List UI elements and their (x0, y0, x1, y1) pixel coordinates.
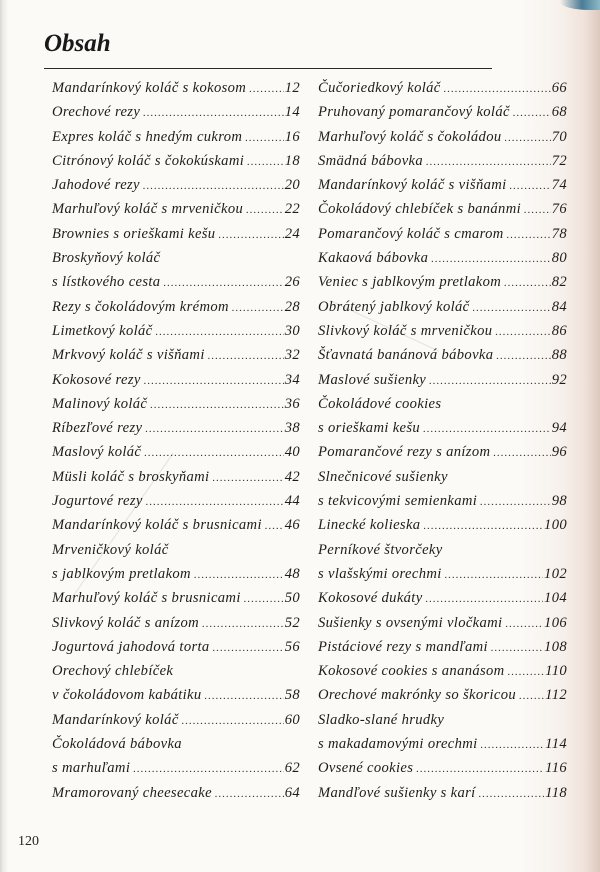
dot-leader (194, 563, 284, 587)
toc-entry-page: 102 (544, 565, 567, 582)
toc-entry[interactable] (52, 659, 300, 683)
dot-leader (495, 320, 550, 344)
toc-entry[interactable] (52, 392, 300, 416)
dot-leader (213, 636, 284, 660)
toc-entry[interactable] (318, 732, 567, 756)
toc-entry-page: 106 (544, 614, 567, 631)
toc-entry-title: Broskyňový koláč (52, 250, 161, 267)
toc-entry-page: 46 (284, 517, 300, 534)
toc-entry-page: 78 (551, 225, 567, 242)
toc-entry-title: Kokosové dukáty (318, 590, 423, 607)
toc-entry[interactable] (52, 465, 300, 489)
toc-entry[interactable] (52, 100, 300, 124)
dot-leader (205, 684, 284, 708)
toc-entry[interactable] (318, 392, 567, 416)
toc-entry-title: Slnečnicové sušienky (318, 468, 448, 485)
toc-entry-title: s lístkového cesta (52, 274, 161, 291)
toc-entry[interactable] (318, 611, 567, 635)
toc-entry-title: s tekvicovými semienkami (318, 493, 478, 510)
toc-entry-title: Limetkový koláč (52, 322, 153, 339)
toc-entry[interactable] (318, 538, 567, 562)
page-number: 120 (18, 834, 39, 849)
dot-leader (146, 490, 284, 514)
toc-entry-page: 116 (545, 760, 567, 777)
toc-entry[interactable] (52, 270, 300, 294)
toc-entry[interactable] (52, 489, 300, 513)
toc-entry[interactable] (318, 513, 567, 537)
page-corner-decoration (560, 0, 600, 10)
toc-entry-page: 112 (545, 687, 567, 704)
toc-entry-page: 80 (551, 250, 567, 267)
dot-leader (480, 490, 551, 514)
toc-entry-page: 48 (284, 565, 300, 582)
toc-entry[interactable] (318, 295, 567, 319)
toc-entry-title: Marhuľový koláč s mrveničkou (52, 201, 244, 218)
toc-entry-page: 62 (284, 760, 300, 777)
dot-leader (505, 612, 543, 636)
toc-entry[interactable] (318, 76, 567, 100)
dot-leader (215, 782, 284, 806)
dot-leader (155, 320, 283, 344)
toc-entry[interactable] (318, 659, 567, 683)
toc-entry-title: Sladko-slané hrudky (318, 711, 445, 728)
toc-entry[interactable] (52, 440, 300, 464)
toc-entry-page: 100 (544, 517, 567, 534)
toc-entry-title: Orechové rezy (52, 104, 141, 121)
toc-entry-title: Ovsené cookies (318, 760, 414, 777)
toc-entry-title: Veniec s jablkovým pretlakom (318, 274, 502, 291)
toc-entry-title: Linecké kolieska (318, 517, 421, 534)
dot-leader (249, 77, 284, 101)
dot-leader (244, 587, 284, 611)
dot-leader (504, 271, 551, 295)
toc-entry[interactable] (52, 416, 300, 440)
dot-leader (481, 733, 545, 757)
toc-entry-page: 64 (284, 784, 300, 801)
toc-entry-page: 50 (284, 590, 300, 607)
dot-leader (246, 198, 284, 222)
toc-entry-title: s makadamovými orechmi (318, 736, 478, 753)
dot-leader (145, 417, 283, 441)
toc-entry[interactable] (52, 343, 300, 367)
toc-entry[interactable] (52, 635, 300, 659)
toc-entry[interactable] (52, 708, 300, 732)
toc-entry-title: Šťavnatá banánová bábovka (318, 347, 494, 364)
toc-entry[interactable] (52, 246, 300, 270)
dot-leader (426, 587, 544, 611)
toc-entry[interactable] (318, 708, 567, 732)
dot-leader (202, 612, 284, 636)
toc-entry[interactable] (318, 222, 567, 246)
toc-entry-page: 104 (544, 590, 567, 607)
toc-entry-page: 26 (284, 274, 300, 291)
toc-entry-page: 32 (284, 347, 300, 364)
toc-entry[interactable] (52, 538, 300, 562)
toc-entry-page: 42 (284, 468, 300, 485)
toc-entry-title: s marhuľami (52, 760, 131, 777)
toc-entry-title: Jogurtové rezy (52, 493, 143, 510)
toc-entry-page: 114 (545, 736, 567, 753)
toc-entry[interactable] (318, 149, 567, 173)
toc-entry-title: Perníkové štvorčeky (318, 541, 443, 558)
dot-leader (144, 441, 283, 465)
toc-entry[interactable] (318, 197, 567, 221)
toc-entry[interactable] (52, 368, 300, 392)
dot-leader (473, 296, 551, 320)
toc-entry-title: Kokosové cookies s ananásom (318, 663, 505, 680)
toc-entry[interactable] (52, 76, 300, 100)
toc-entry[interactable] (318, 319, 567, 343)
toc-entry-title: Smädná bábovka (318, 152, 424, 169)
toc-entry-page: 68 (551, 104, 567, 121)
dot-leader (496, 344, 550, 368)
toc-entry-title: Orechové makrónky so škoricou (318, 687, 517, 704)
toc-entry-page: 40 (284, 444, 300, 461)
dot-leader (182, 709, 284, 733)
toc-entry-page: 82 (551, 274, 567, 291)
toc-entry[interactable] (318, 270, 567, 294)
toc-entry-title: s orieškami kešu (318, 420, 421, 437)
toc-entry-page: 18 (284, 152, 300, 169)
toc-entry-page: 60 (284, 711, 300, 728)
dot-leader (493, 441, 550, 465)
toc-entry-title: Obrátený jablkový koláč (318, 298, 470, 315)
toc-entry-title: Marhuľový koláč s brusnicami (52, 590, 241, 607)
dot-leader (245, 126, 283, 150)
toc-entry[interactable] (318, 416, 567, 440)
toc-entry[interactable] (318, 465, 567, 489)
toc-entry[interactable] (52, 683, 300, 707)
toc-entry[interactable] (318, 683, 567, 707)
toc-entry-page: 96 (551, 444, 567, 461)
dot-leader (143, 101, 284, 125)
dot-leader (423, 514, 543, 538)
toc-entry-title: Slivkový koláč s mrveničkou (318, 322, 493, 339)
toc-entry-title: Mandarínkový koláč s kokosom (52, 80, 247, 96)
toc-entry-title: Citrónový koláč s čokokúskami (52, 152, 245, 169)
toc-entry-page: 12 (284, 80, 300, 96)
toc-entry[interactable] (318, 562, 567, 586)
toc-entry-title: Mrveničkový koláč (52, 541, 169, 558)
dot-leader (507, 223, 551, 247)
toc-entry-title: Müsli koláč s broskyňami (52, 468, 210, 485)
toc-entry-page: 84 (551, 298, 567, 315)
toc-entry-page: 118 (545, 784, 567, 801)
toc-entry-page: 28 (284, 298, 300, 315)
toc-entry-title: Jahodové rezy (52, 177, 140, 194)
dot-leader (247, 150, 284, 174)
toc-entry[interactable] (52, 319, 300, 343)
toc-entry-page: 108 (544, 638, 567, 655)
toc-entry-page: 110 (545, 663, 567, 680)
dot-leader (163, 271, 283, 295)
dot-leader (143, 174, 284, 198)
toc-entry-title: Čokoládová bábovka (52, 736, 182, 753)
toc-entry[interactable] (318, 246, 567, 270)
dot-leader (429, 369, 551, 393)
dot-leader (426, 150, 551, 174)
toc-entry[interactable] (318, 173, 567, 197)
toc-entry-title: Čučoriedkový koláč (318, 80, 441, 96)
dot-leader (150, 393, 283, 417)
toc-entry-page: 66 (551, 80, 567, 96)
toc-entry-title: Pruhovaný pomarančový koláč (318, 104, 510, 121)
toc-entry-title: Malinový koláč (52, 395, 148, 412)
dot-leader (510, 174, 551, 198)
toc-entry-title: Kokosové rezy (52, 371, 141, 388)
toc-entry[interactable] (52, 562, 300, 586)
dot-leader (524, 198, 551, 222)
toc-entry-page: 38 (284, 420, 300, 437)
toc-entry-page: 70 (551, 128, 567, 145)
dot-leader (265, 514, 284, 538)
toc-entry-page: 76 (551, 201, 567, 218)
toc-entry-title: v čokoládovom kabátiku (52, 687, 202, 704)
toc-entry[interactable] (318, 125, 567, 149)
toc-entry-title: Pomarančový koláč s cmarom (318, 225, 504, 242)
toc-entry[interactable] (52, 173, 300, 197)
toc-entry-page: 92 (551, 371, 567, 388)
toc-entry[interactable] (52, 197, 300, 221)
dot-leader (232, 296, 284, 320)
toc-entry-page: 74 (551, 177, 567, 194)
toc-entry-title: Maslové sušienky (318, 371, 427, 388)
dot-leader (144, 369, 284, 393)
toc-right-column (318, 76, 567, 805)
toc-entry-title: Čokoládové cookies (318, 395, 442, 412)
toc-entry-page: 88 (551, 347, 567, 364)
toc-entry-title: s vlašskými orechmi (318, 565, 442, 582)
toc-entry-title: Pomarančové rezy s anízom (318, 444, 491, 461)
toc-entry[interactable] (318, 586, 567, 610)
title-divider (44, 68, 492, 69)
toc-entry-title: Kakaová bábovka (318, 250, 429, 267)
toc-entry[interactable] (52, 222, 300, 246)
toc-entry[interactable] (318, 100, 567, 124)
page-title: Obsah (44, 30, 111, 57)
toc-entry-title: Expres koláč s hnedým cukrom (52, 128, 243, 145)
toc-entry-page: 14 (284, 104, 300, 121)
dot-leader (423, 417, 551, 441)
dot-leader (212, 466, 283, 490)
toc-entry[interactable] (318, 440, 567, 464)
toc-entry-title: Mandľové sušienky s karí (318, 784, 476, 801)
toc-entry[interactable] (318, 489, 567, 513)
dot-leader (513, 101, 551, 125)
toc-entry-title: Jogurtová jahodová torta (52, 638, 210, 655)
dot-leader (491, 636, 543, 660)
dot-leader (508, 660, 545, 684)
dot-leader (416, 757, 544, 781)
toc-entry-title: Mramorovaný cheesecake (52, 784, 212, 801)
dot-leader (444, 77, 551, 101)
toc-entry-title: Marhuľový koláč s čokoládou (318, 128, 502, 145)
toc-entry-page: 36 (284, 395, 300, 412)
toc-entry-title: Rezy s čokoládovým krémom (52, 298, 229, 315)
toc-entry-title: Maslový koláč (52, 444, 142, 461)
dot-leader (218, 223, 283, 247)
dot-leader (431, 247, 550, 271)
toc-entry-page: 58 (284, 687, 300, 704)
toc-entry-page: 34 (284, 371, 300, 388)
toc-entry-title: Sušienky s ovsenými vločkami (318, 614, 503, 631)
toc-entry[interactable] (52, 732, 300, 756)
dot-leader (505, 126, 551, 150)
toc-entry-title: Mandarínkový koláč s brusnicami (52, 517, 262, 534)
dot-leader (445, 563, 543, 587)
toc-entry[interactable] (52, 586, 300, 610)
toc-entry-page: 52 (284, 614, 300, 631)
toc-entry-page: 44 (284, 493, 300, 510)
toc-entry[interactable] (52, 295, 300, 319)
toc-entry-page: 98 (551, 493, 567, 510)
toc-entry[interactable] (318, 781, 567, 805)
toc-entry-page: 20 (284, 177, 300, 194)
toc-entry-title: Čokoládový chlebíček s banánmi (318, 201, 521, 218)
toc-entry-title: Pistáciové rezy s mandľami (318, 638, 488, 655)
toc-entry[interactable] (318, 756, 567, 780)
toc-entry[interactable] (52, 611, 300, 635)
toc-entry-page: 24 (284, 225, 300, 242)
toc-entry-page: 22 (284, 201, 300, 218)
toc-entry-page: 86 (551, 322, 567, 339)
toc-entry[interactable] (52, 513, 300, 537)
toc-left-column (52, 76, 300, 805)
toc-entry-title: Orechový chlebíček (52, 663, 174, 680)
toc-entry-title: Mrkvový koláč s višňami (52, 347, 205, 364)
toc-entry[interactable] (52, 781, 300, 805)
toc-entry-title: Slivkový koláč s anízom (52, 614, 200, 631)
toc-entry-page: 94 (551, 420, 567, 437)
dot-leader (208, 344, 284, 368)
toc-entry-title: Mandarínkový koláč s višňami (318, 177, 507, 194)
toc-entry[interactable] (52, 149, 300, 173)
toc-entry-page: 56 (284, 638, 300, 655)
toc-entry[interactable] (318, 635, 567, 659)
toc-entry[interactable] (318, 368, 567, 392)
toc-entry-title: Brownies s orieškami kešu (52, 225, 216, 242)
dot-leader (479, 782, 545, 806)
toc-entry-title: Mandarínkový koláč (52, 711, 179, 728)
toc-entry[interactable] (318, 343, 567, 367)
toc-entry-page: 16 (284, 128, 300, 145)
dot-leader (133, 757, 283, 781)
toc-entry-page: 72 (551, 152, 567, 169)
toc-entry[interactable] (52, 125, 300, 149)
toc-entry-title: s jablkovým pretlakom (52, 565, 191, 582)
toc-entry-page: 30 (284, 322, 300, 339)
toc-entry[interactable] (52, 756, 300, 780)
dot-leader (519, 684, 544, 708)
toc-entry-title: Ríbezľové rezy (52, 420, 143, 437)
